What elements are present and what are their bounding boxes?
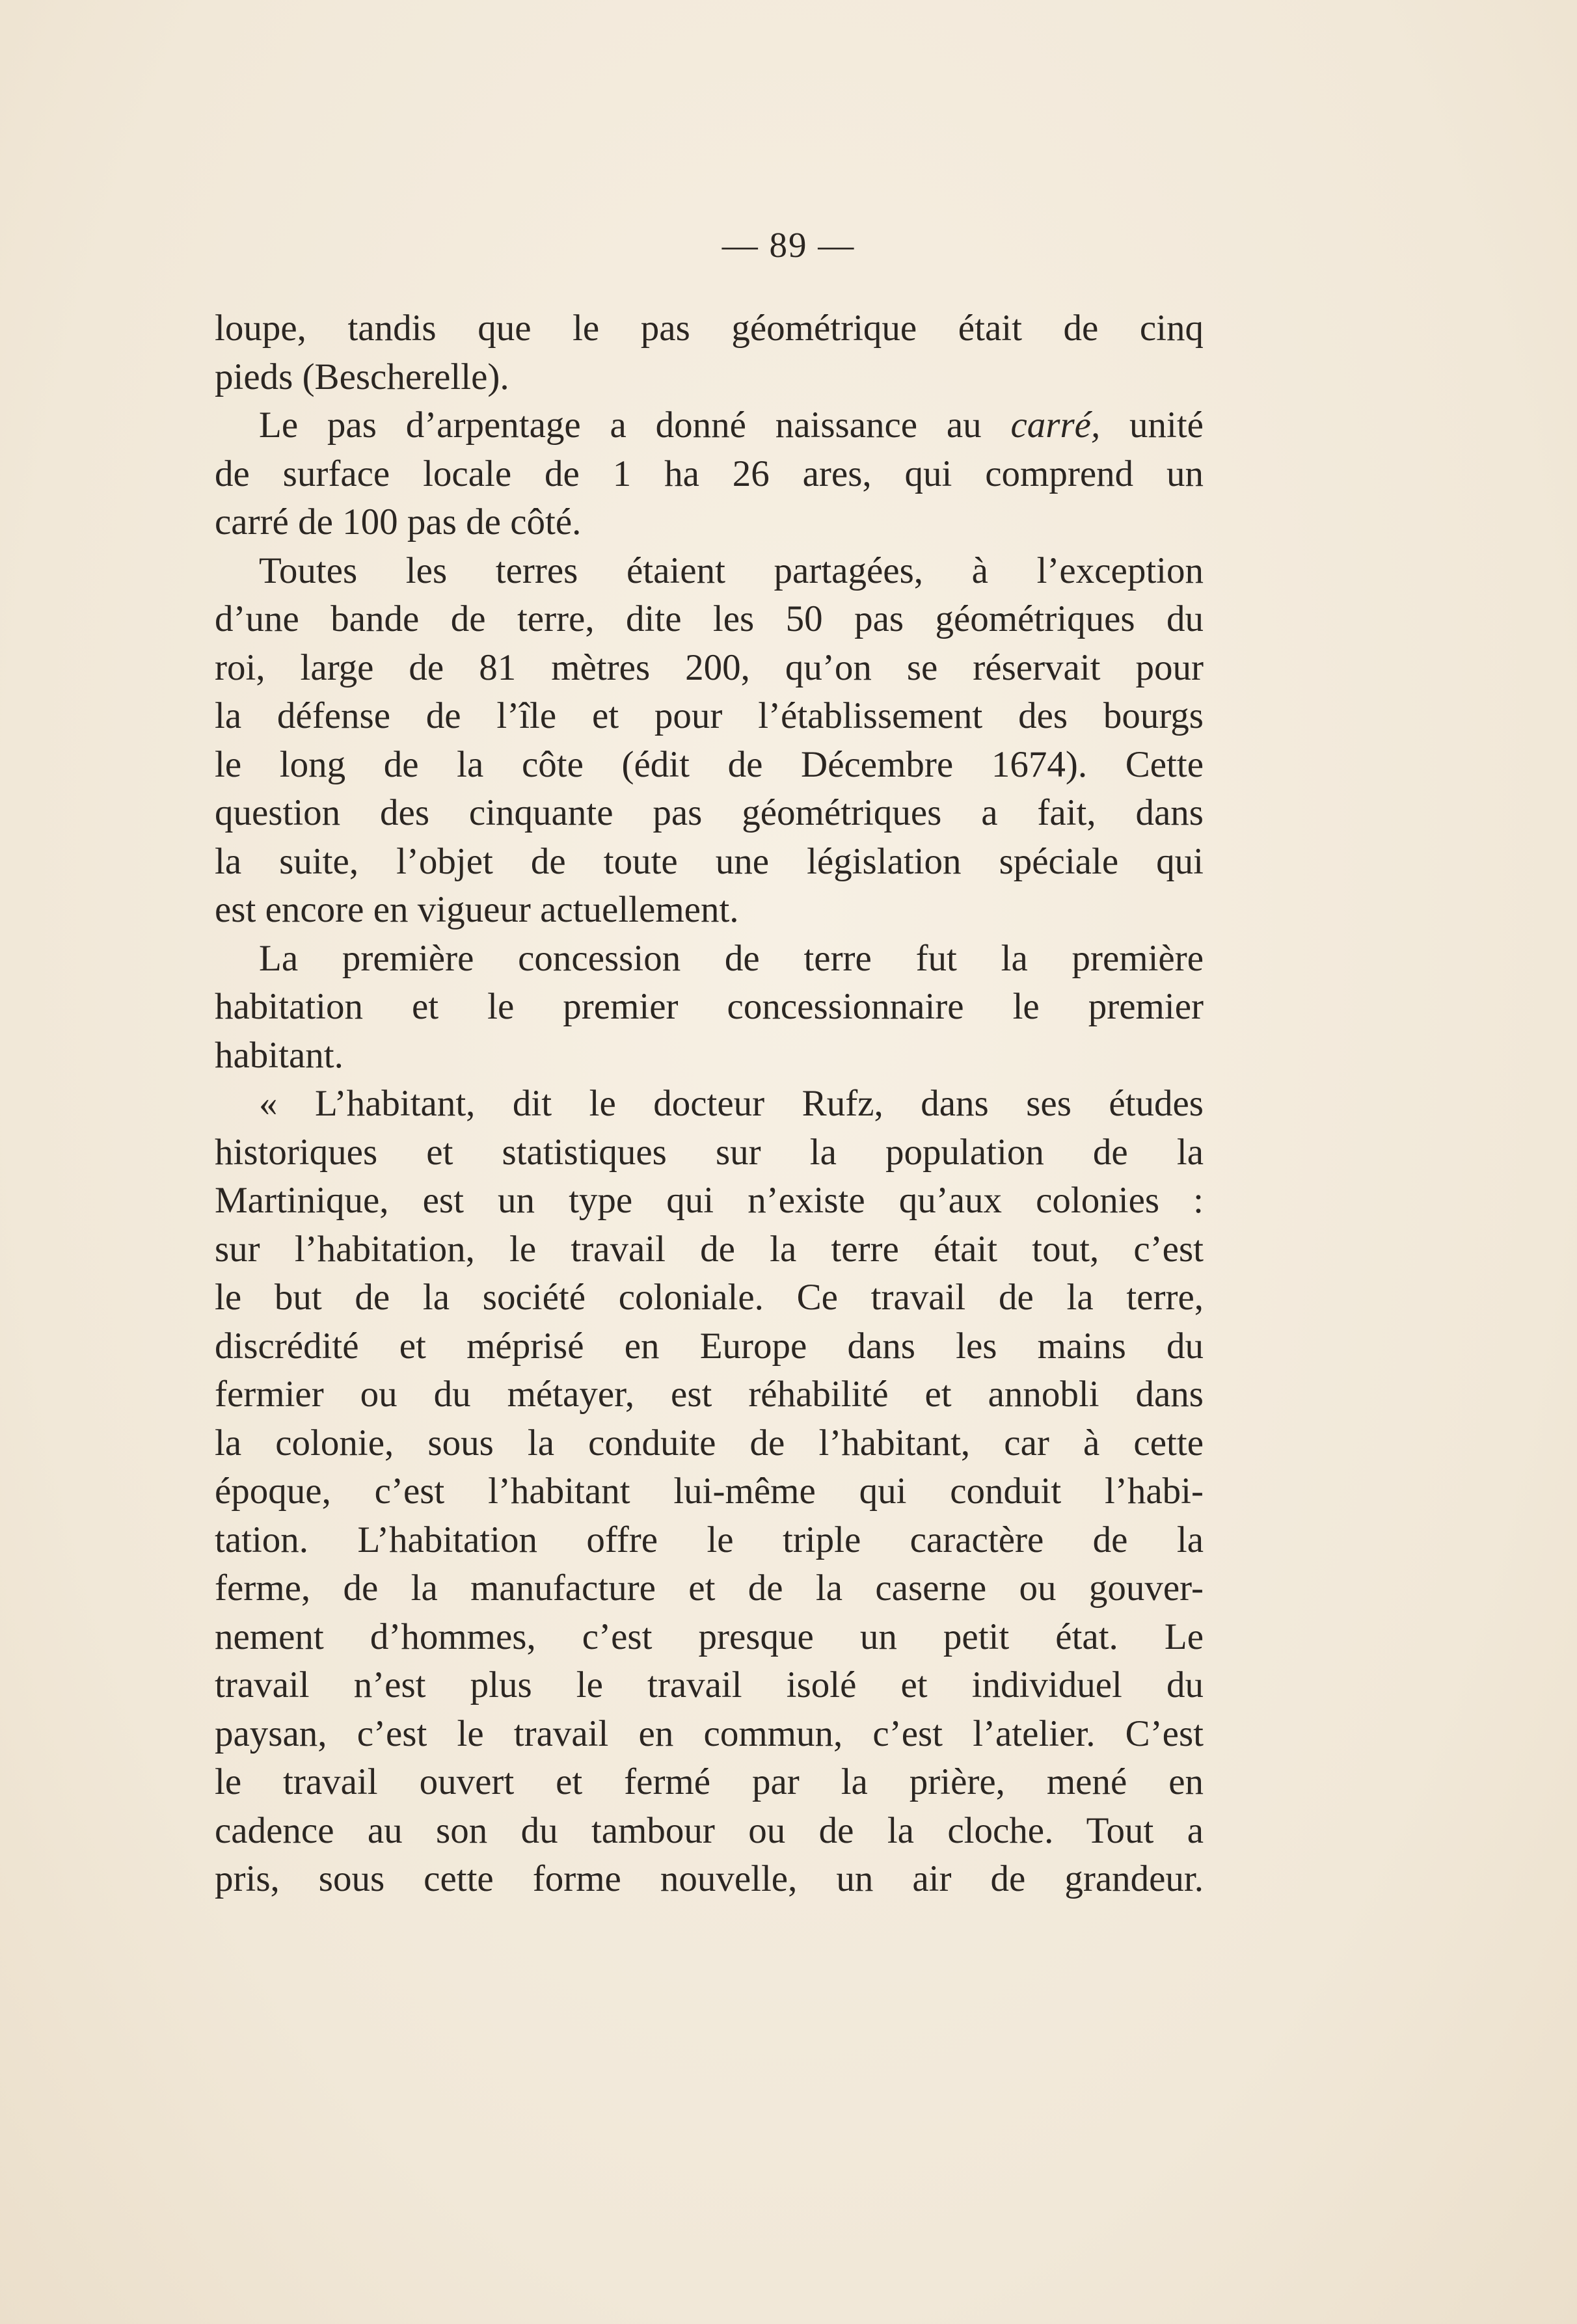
text-line: ferme, de la manufacture et de la caserne ou gouver-: [215, 1568, 1204, 1609]
text-line: discrédité et méprisé en Europe dans les mains du: [215, 1325, 1204, 1367]
text-line: le travail ouvert et fermé par la prière, mené en: [215, 1761, 1204, 1802]
paragraph-3: [215, 547, 1204, 935]
italic-term: carré,: [1010, 405, 1101, 446]
text-line: nement d’hommes, c’est presque un petit état. Le: [215, 1616, 1204, 1657]
page-number: — 89 —: [721, 225, 856, 265]
text-line: habitant.: [215, 1034, 344, 1076]
body-text: [215, 304, 1204, 1904]
text-line: historiques et statistiques sur la population de la: [215, 1131, 1204, 1173]
paragraph-1: [215, 304, 1204, 401]
text-line: pieds (Bescherelle).: [215, 356, 509, 397]
text-line: Toutes les terres étaient partagées, à l’exception: [259, 550, 1204, 591]
text-line: paysan, c’est le travail en commun, c’est l’atelier. C’est: [215, 1713, 1204, 1754]
text-line: le but de la société coloniale. Ce travail de la terre,: [215, 1277, 1204, 1318]
text-line: La première concession de terre fut la première: [259, 937, 1204, 979]
text-line: la défense de l’île et pour l’établissement des bourgs: [215, 695, 1204, 736]
text-line: fermier ou du métayer, est réhabilité et annobli dans: [215, 1374, 1204, 1415]
text-segment: unité: [1100, 405, 1204, 446]
text-line: « L’habitant, dit le docteur Rufz, dans ses études: [259, 1083, 1204, 1124]
text-line: [215, 401, 1204, 450]
text-line: loupe, tandis que le pas géométrique était de cinq: [215, 308, 1204, 349]
paragraph-5-quotation: [215, 1080, 1204, 1904]
text-line: le long de la côte (édit de Décembre 1674). Cette: [215, 743, 1204, 785]
text-line: Martinique, est un type qui n’existe qu’aux colonies :: [215, 1180, 1204, 1221]
paragraph-2: [215, 401, 1204, 547]
text-line: tation. L’habitation offre le triple caractère de la: [215, 1519, 1204, 1560]
text-line: d’une bande de terre, dite les 50 pas géométriques du: [215, 598, 1204, 639]
text-line: de surface locale de 1 ha 26 ares, qui comprend un: [215, 453, 1204, 494]
text-line: la suite, l’objet de toute une législation spéciale qui: [215, 840, 1204, 882]
paragraph-4: [215, 935, 1204, 1080]
text-line: la colonie, sous la conduite de l’habitant, car à cette: [215, 1422, 1204, 1463]
text-line: roi, large de 81 mètres 200, qu’on se réservait pour: [215, 647, 1204, 688]
text-line: cadence au son du tambour ou de la cloche. Tout a: [215, 1810, 1204, 1851]
text-line: carré de 100 pas de côté.: [215, 501, 582, 542]
text-line: question des cinquante pas géométriques a fait, dans: [215, 792, 1204, 833]
text-line: époque, c’est l’habitant lui-même qui conduit l’habi-: [215, 1471, 1204, 1512]
text-line: habitation et le premier concessionnaire le premier: [215, 986, 1204, 1027]
text-line: pris, sous cette forme nouvelle, un air de grandeur.: [215, 1858, 1204, 1899]
text-line: sur l’habitation, le travail de la terre était tout, c’est: [215, 1228, 1204, 1270]
text-segment: Le pas d’arpentage a donné naissance au: [259, 405, 1011, 446]
text-line: est encore en vigueur actuellement.: [215, 889, 739, 930]
text-line: travail n’est plus le travail isolé et individuel du: [215, 1664, 1204, 1705]
